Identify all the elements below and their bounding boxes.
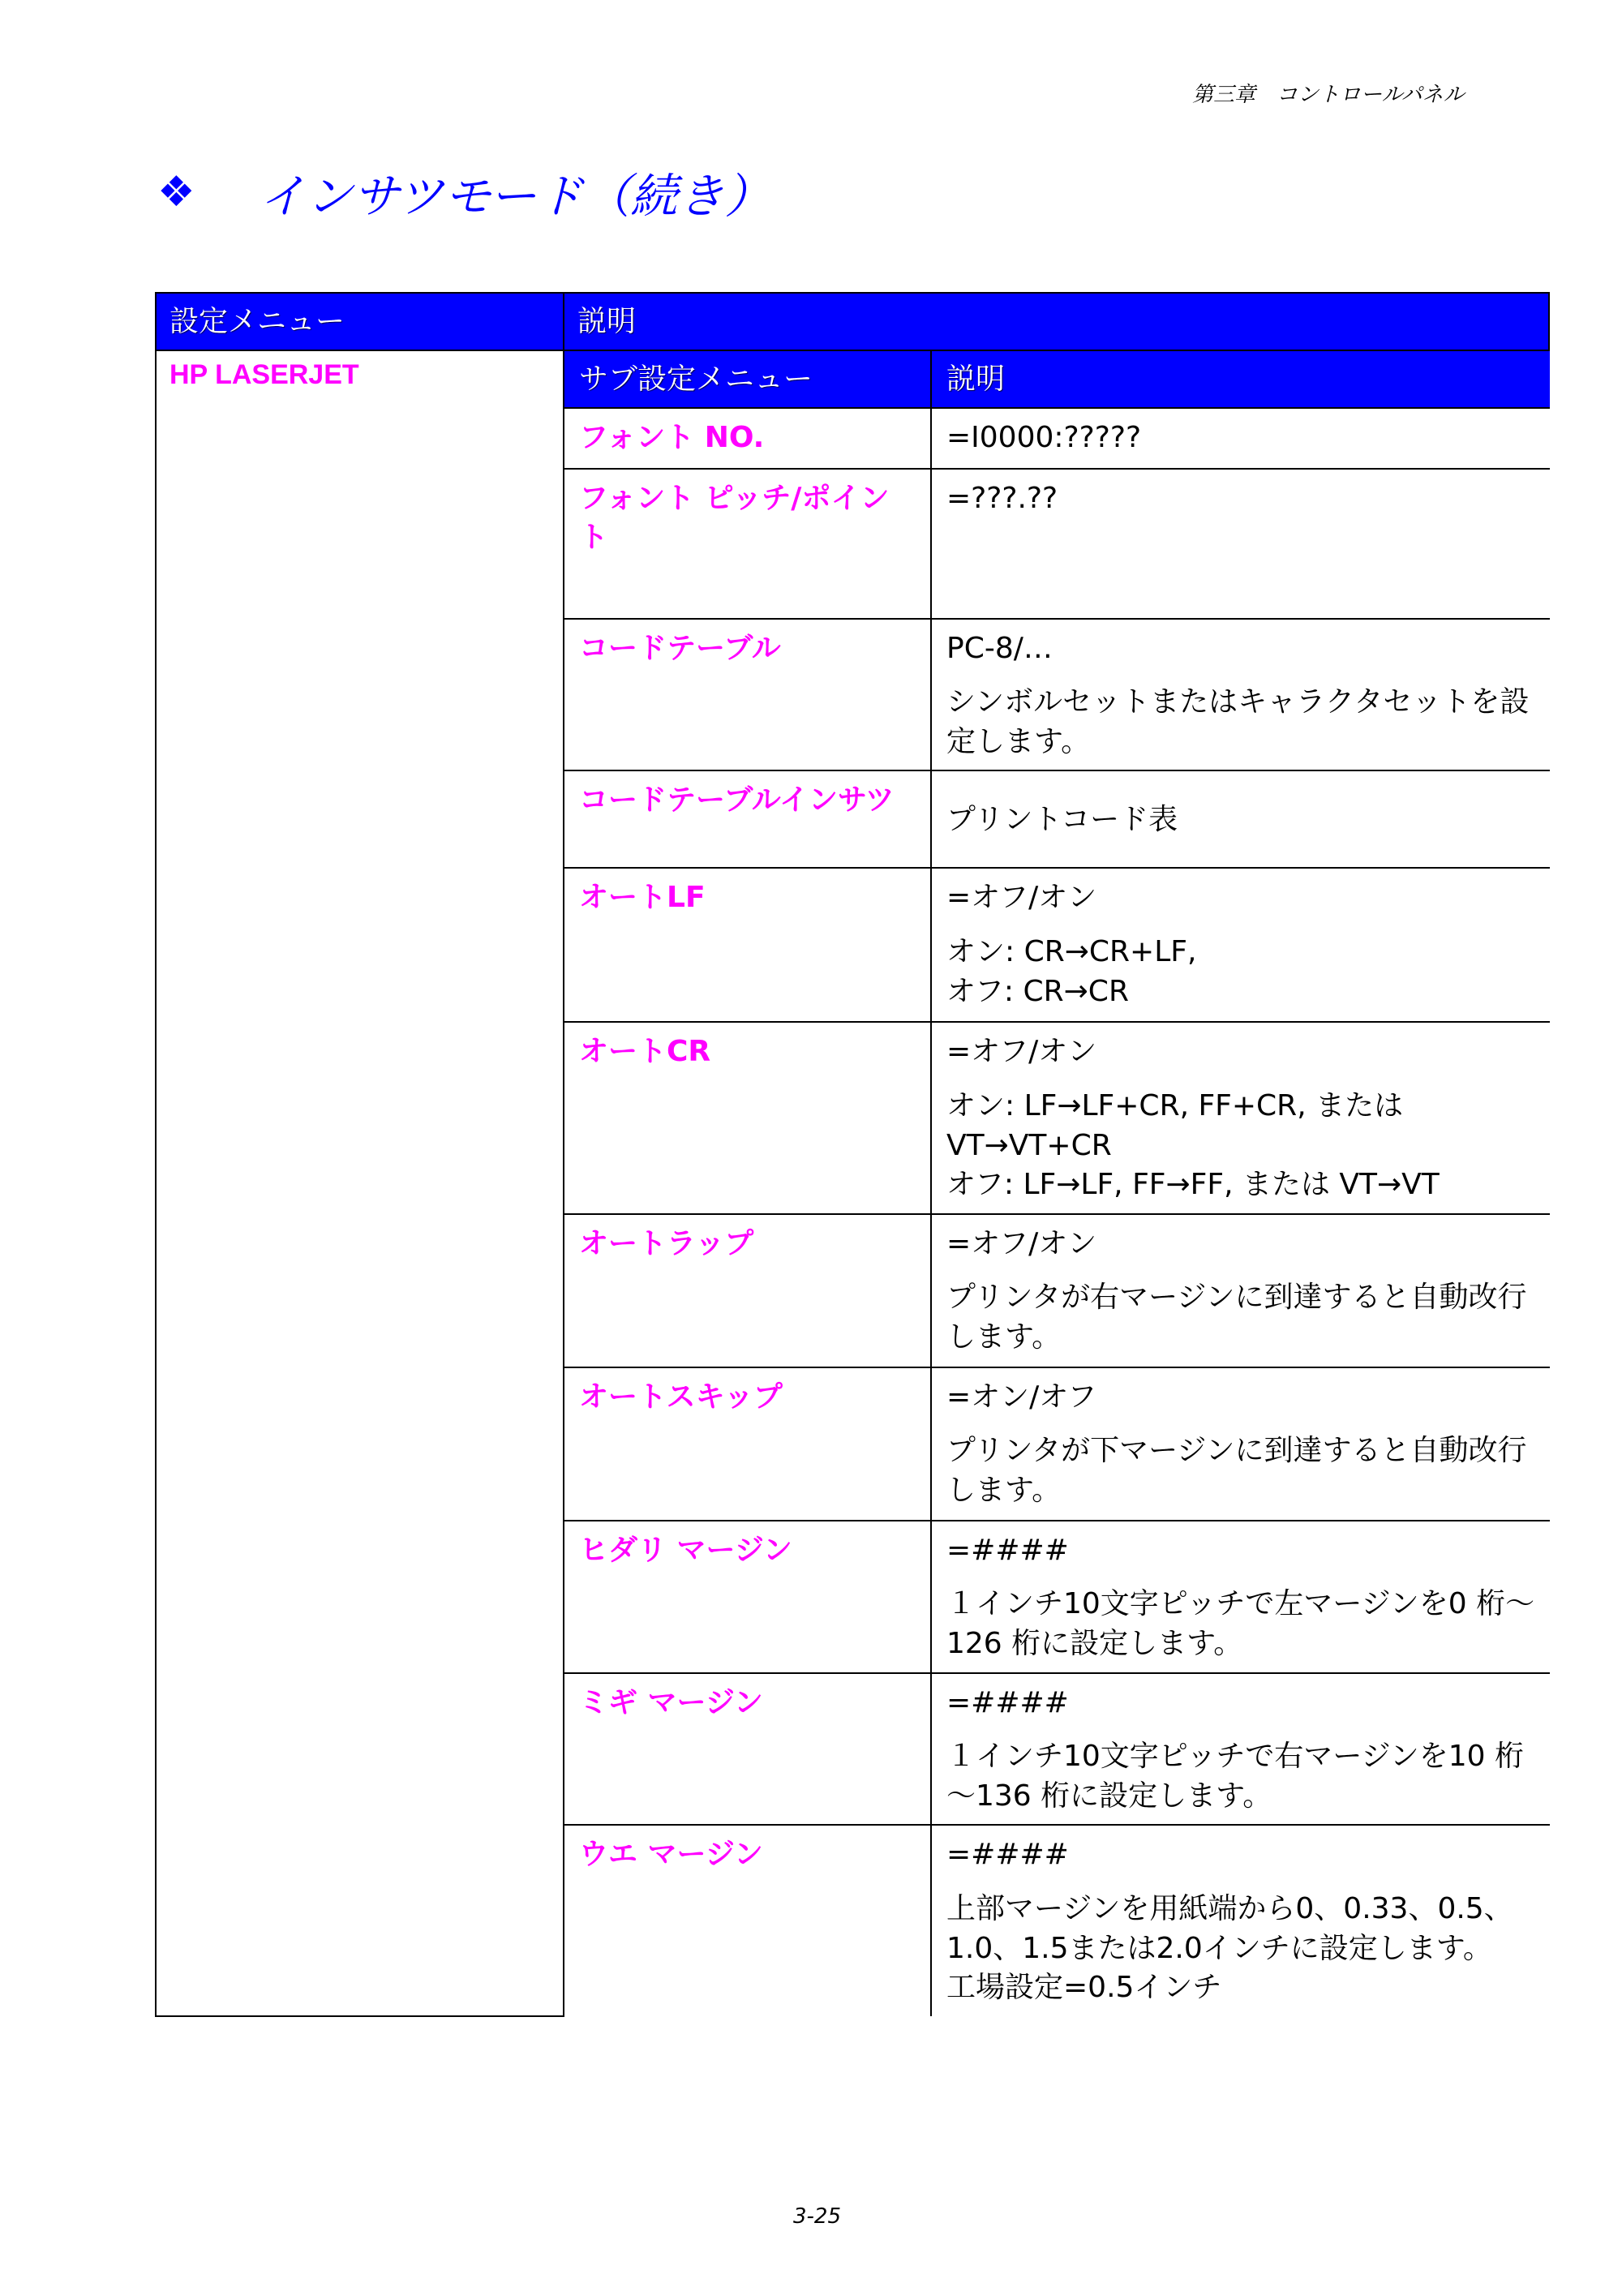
submenu-value: =####: [946, 1685, 1069, 1719]
submenu-note: オン: CR→CR+LF, オフ: CR→CR: [946, 934, 1197, 1008]
submenu-note: １インチ10文字ピッチで左マージンを0 桁～126 桁に設定します。: [946, 1587, 1535, 1660]
submenu-name: オートスキップ: [564, 1367, 931, 1521]
submenu-note: プリンタが右マージンに到達すると自動改行します。: [946, 1281, 1527, 1354]
submenu-row: [564, 408, 1550, 469]
submenu-description: [931, 1367, 1550, 1521]
submenu-name: ミギ マージン: [564, 1673, 931, 1826]
menu-cell: [156, 350, 564, 2016]
submenu-description: [931, 770, 1550, 868]
submenu-value: =オフ/オン: [946, 881, 1097, 915]
submenu-name: フォント ピッチ/ポイント: [564, 469, 931, 619]
running-header: 第三章 コントロールパネル: [1192, 83, 1465, 107]
submenu-row: [564, 868, 1550, 1022]
submenu-description: [931, 868, 1550, 1022]
submenu-note: 上部マージンを用紙端から0、0.33、0.5、1.0、1.5または2.0インチに設定します。 工場設定=0.5インチ: [946, 1891, 1513, 2005]
submenu-row: [564, 1825, 1550, 2015]
submenu-note: プリンタが下マージンに到達すると自動改行します。: [946, 1434, 1527, 1507]
submenu-description: [931, 1214, 1550, 1367]
submenu-row: [564, 770, 1550, 868]
submenu-name: フォント NO.: [564, 408, 931, 469]
submenu-row: [564, 619, 1550, 771]
submenu-name: ウエ マージン: [564, 1825, 931, 2015]
column-header-sub-description: 説明: [931, 351, 1550, 408]
submenu-description: [931, 1673, 1550, 1826]
submenu-row: [564, 1022, 1550, 1213]
submenu-name: オートCR: [564, 1022, 931, 1213]
column-header-submenu: サブ設定メニュー: [564, 351, 931, 408]
menu-name: HP LASERJET: [169, 359, 359, 390]
submenu-cell: [564, 350, 1549, 2016]
submenu-name: オートラップ: [564, 1214, 931, 1367]
submenu-table: [564, 351, 1550, 2016]
diamond-bullet-icon: ❖: [157, 168, 195, 217]
page-title: インサツモード（続き）: [259, 169, 772, 224]
submenu-value: =オフ/オン: [946, 1035, 1097, 1069]
submenu-value: =オフ/オン: [946, 1226, 1097, 1260]
submenu-description: [931, 1521, 1550, 1673]
submenu-note: オン: LF→LF+CR, FF+CR, または VT→VT+CR オフ: LF→LF, FF→FF, または VT→VT: [946, 1088, 1440, 1202]
submenu-value: プリントコード表: [946, 803, 1178, 837]
submenu-value: =オン/オフ: [946, 1380, 1097, 1414]
page-number: 3-25: [793, 2204, 842, 2229]
table-row: [156, 350, 1549, 2016]
submenu-description: [931, 1825, 1550, 2015]
table-header-row: [156, 293, 1549, 350]
submenu-name: コードテーブル: [564, 619, 931, 771]
submenu-description: [931, 619, 1550, 771]
submenu-description: [931, 1022, 1550, 1213]
submenu-description: [931, 408, 1550, 469]
submenu-value: PC-8/…: [946, 631, 1053, 665]
column-header-menu: 設定メニュー: [156, 293, 564, 350]
submenu-row: [564, 1214, 1550, 1367]
submenu-name: ヒダリ マージン: [564, 1521, 931, 1673]
submenu-header-row: [564, 351, 1550, 408]
submenu-row: [564, 469, 1550, 619]
submenu-value: =####: [946, 1838, 1069, 1872]
submenu-note: シンボルセットまたはキャラクタセットを設定します。: [946, 685, 1530, 758]
submenu-row: [564, 1673, 1550, 1826]
section-heading: [157, 158, 771, 226]
submenu-name: オートLF: [564, 868, 931, 1022]
column-header-description: 説明: [564, 293, 1549, 350]
submenu-row: [564, 1521, 1550, 1673]
settings-table: [155, 292, 1550, 2017]
submenu-description: [931, 469, 1550, 619]
submenu-value: =####: [946, 1533, 1069, 1567]
submenu-value: =I0000:?????: [946, 421, 1142, 454]
submenu-row: [564, 1367, 1550, 1521]
submenu-name: コードテーブルインサツ: [564, 770, 931, 868]
submenu-value: =???.??: [946, 481, 1058, 515]
submenu-note: １インチ10文字ピッチで右マージンを10 桁～136 桁に設定します。: [946, 1740, 1525, 1813]
